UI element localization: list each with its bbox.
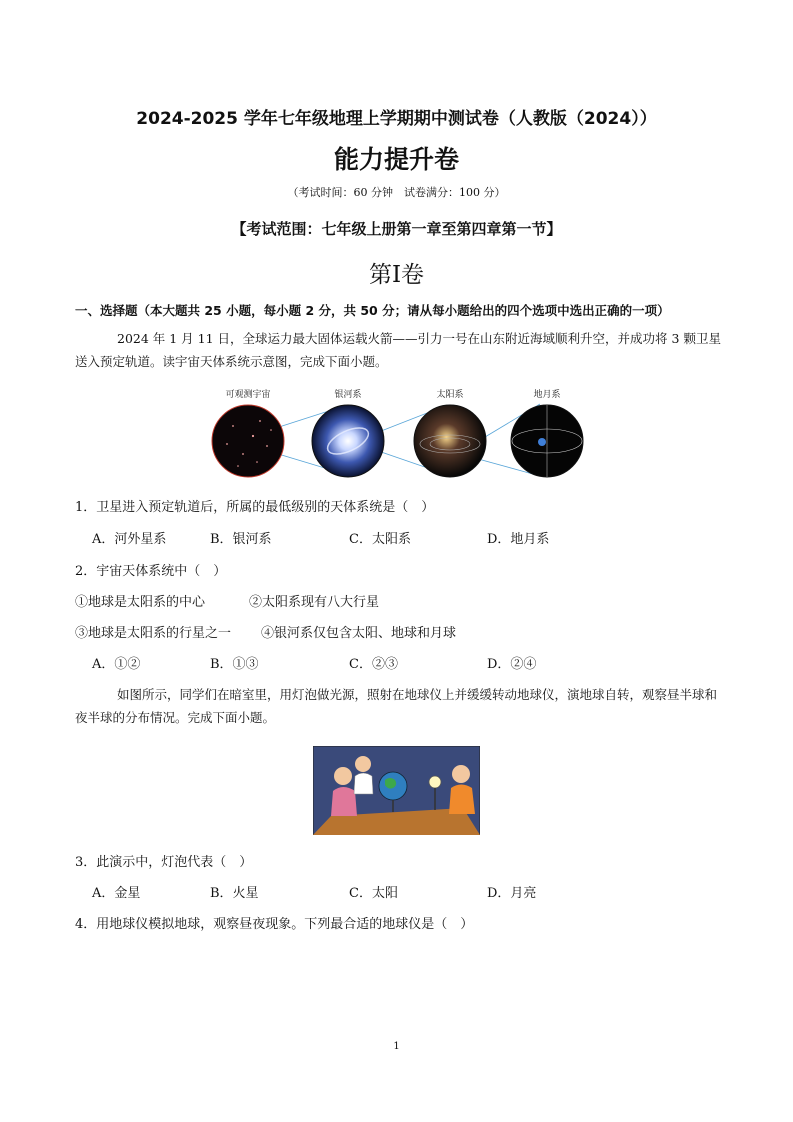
passage-1: 2024 年 1 月 11 日，全球运力最大固体运载火箭——引力一号在山东附近海域顺利升空，并成功将 3 颗卫星送入预定轨道。读宇宙天体系统示意图，完成下面小题。 (75, 331, 721, 369)
q3-option-a: A．金星 (92, 886, 141, 901)
q3-option-b: B．火星 (210, 886, 259, 901)
question-4-stem: 4．用地球仪模拟地球，观察昼夜现象。下列最合适的地球仪是（ ） (75, 917, 474, 932)
q2-option-c: C．②③ (349, 657, 398, 672)
figure-label: 可观测宇宙 (225, 390, 271, 400)
q1-option-d: D．地月系 (487, 532, 550, 547)
figure-label: 地月系 (533, 390, 561, 400)
question-2-stem: 2．宇宙天体系统中（ ） (75, 564, 227, 579)
observable-universe-image (212, 405, 284, 477)
page-number: 1 (393, 1041, 400, 1052)
cosmic-system-figure (205, 386, 585, 484)
milky-way-image (312, 405, 384, 477)
volume-heading: 第I卷 (368, 262, 425, 288)
q1-option-b: B．银河系 (210, 532, 272, 547)
question-1-stem: 1．卫星进入预定轨道后，所属的最低级别的天体系统是（ ） (75, 500, 435, 515)
q2-option-b: B．①③ (210, 657, 259, 672)
figure-label: 太阳系 (436, 390, 464, 400)
q2-option-d: D．②④ (487, 657, 537, 672)
q3-option-c: C．太阳 (349, 886, 398, 901)
exam-title: 2024-2025 学年七年级地理上学期期中测试卷（人教版（2024）） (136, 109, 657, 129)
q2-statement-4: ④银河系仅包含太阳、地球和月球 (261, 626, 457, 641)
globe-demo-illustration (313, 746, 480, 835)
q1-option-c: C．太阳系 (349, 532, 411, 547)
exam-meta: （考试时间：60 分钟 试卷满分：100 分） (287, 186, 506, 199)
figure-label: 银河系 (334, 390, 362, 400)
q1-option-a: A．河外星系 (92, 532, 167, 547)
passage-2: 如图所示，同学们在暗室里，用灯泡做光源，照射在地球仪上并缓缓转动地球仪，演地球自转，观察昼半球和夜半球的分布情况。完成下面小题。 (75, 687, 718, 725)
question-3-stem: 3．此演示中，灯泡代表（ ） (75, 855, 253, 870)
exam-subtitle: 能力提升卷 (333, 145, 459, 174)
q3-option-d: D．月亮 (487, 886, 537, 901)
q2-statement-3: ③地球是太阳系的行星之一 (75, 626, 232, 641)
q2-statement-2: ②太阳系现有八大行星 (249, 595, 380, 610)
exam-scope: 【考试范围：七年级上册第一章至第四章第一节】 (231, 220, 562, 238)
q2-option-a: A．①② (92, 657, 141, 672)
section-heading: 一、选择题（本大题共 25 小题，每小题 2 分，共 50 分；请从每小题给出的四个选项中选出正确的一项） (75, 303, 670, 318)
q2-statement-1: ①地球是太阳系的中心 (75, 595, 206, 610)
light-bulb-icon (429, 776, 441, 788)
solar-system-image (414, 405, 486, 477)
